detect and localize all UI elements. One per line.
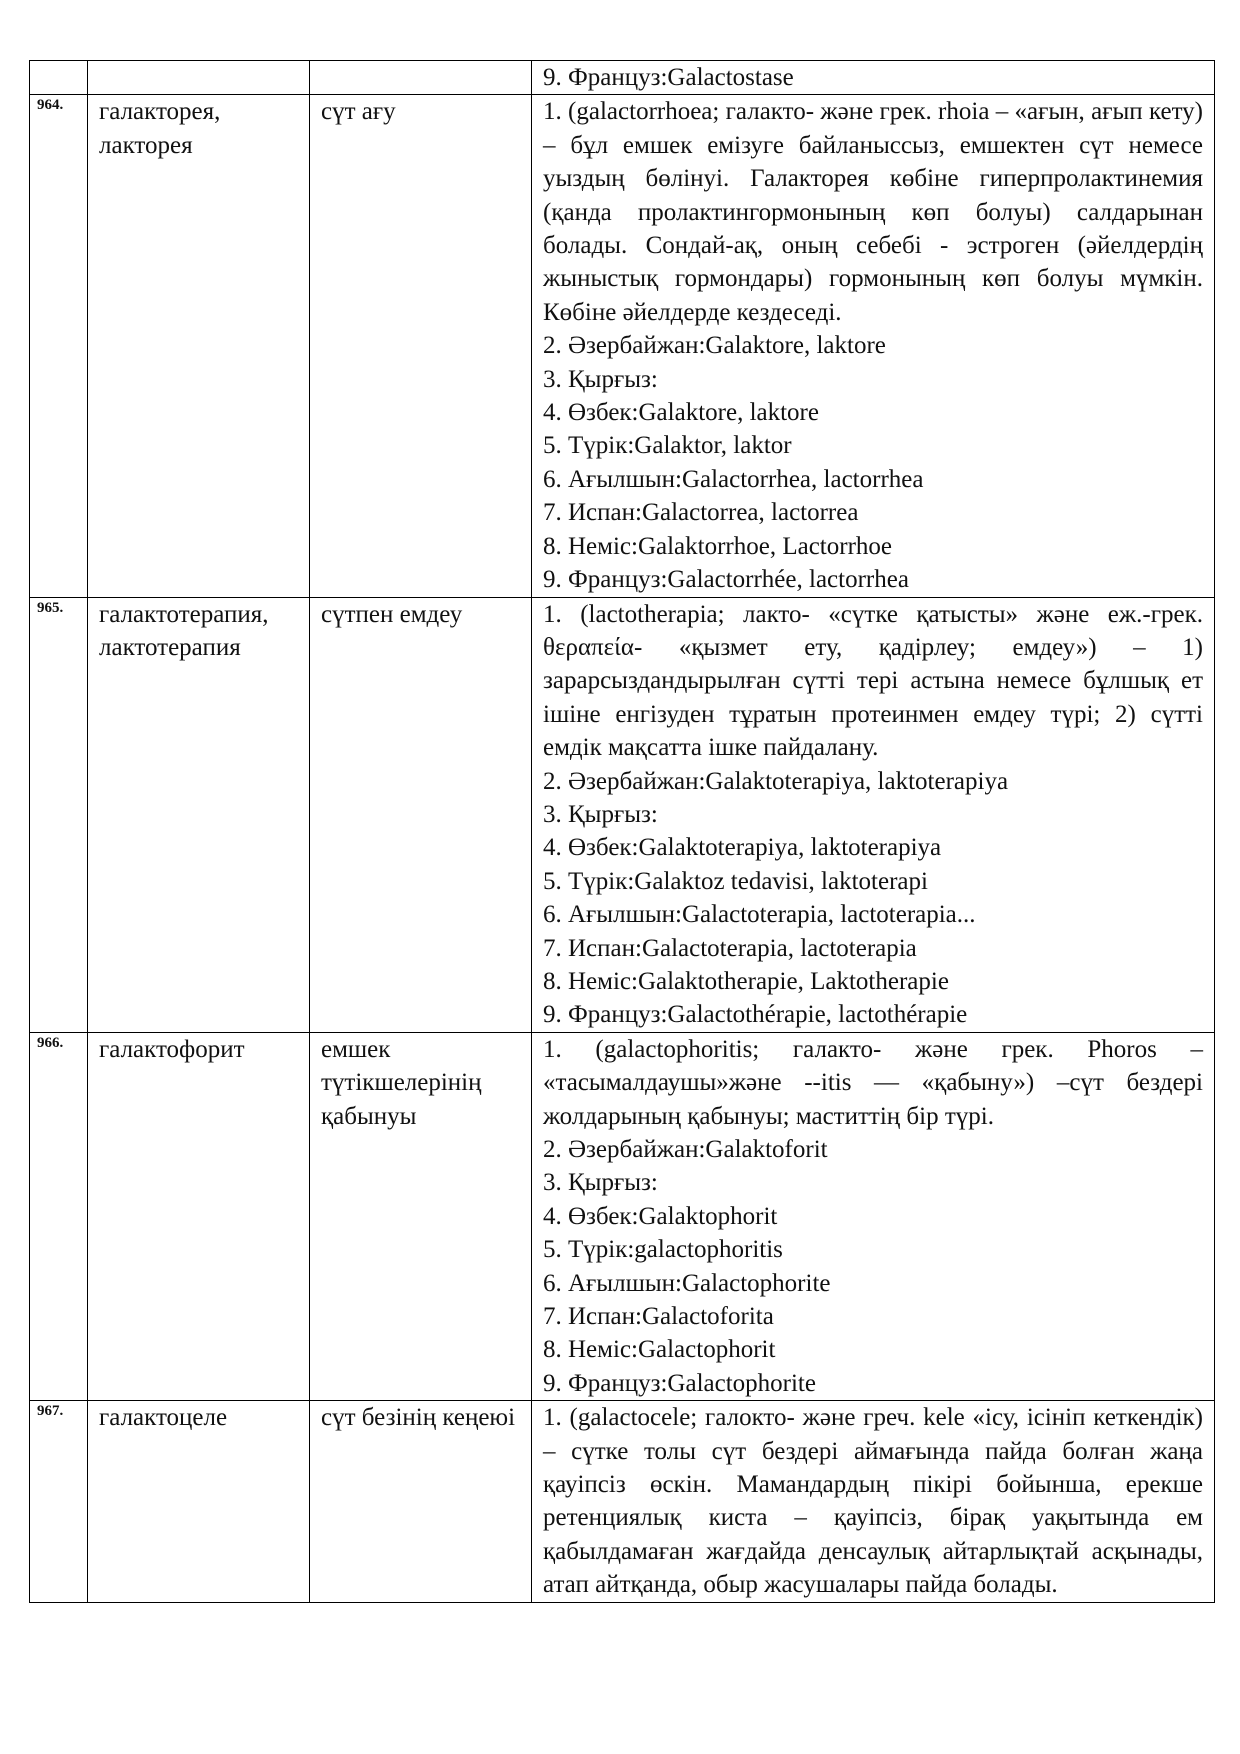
entry-term [88,61,310,95]
entry-number [30,61,88,95]
entry-definition: 1. (lactotherapia; лакто- «сүтке қатысты» және еж.-грек. θεραπεία- «қызмет ету, қадірлеу; емдеу») – 1) зарарсыздандырылған сүтті тері астына немесе бұлшық ет ішіне енгізуден тұратын протеинмен емдеу түрі; 2) сүтті емдік мақсатта ішке пайдалану. [543,600,1203,762]
lang-line: 9. Француз:Galactostase [543,64,794,91]
entry-definition-cell [532,1032,1215,1400]
lang-line: 6. Ағылшын:Galactophorite [543,1269,831,1297]
table-row [30,61,1215,95]
lang-line: 2. Әзербайжан:Galaktore, laktore [543,332,886,360]
entry-translation: емшек түтікшелерінің қабынуы [310,1032,532,1400]
entry-term: галактофорит [88,1032,310,1400]
entry-number: 965. [30,597,88,1032]
lang-line: 5. Түрік:galactophoritis [543,1236,783,1264]
table-row [30,1032,1215,1400]
entry-term: галактоцеле [88,1401,310,1602]
entry-number: 964. [30,95,88,597]
lang-line: 7. Испан:Galactorrea, lactorrea [543,499,859,527]
lang-line: 3. Қырғыз: [543,365,658,393]
entry-term: галакторея, лакторея [88,95,310,597]
entry-definition-cell [532,1401,1215,1602]
lang-line: 2. Әзербайжан:Galaktoterapiya, laktoterapiya [543,767,1009,795]
lang-line: 8. Неміс:Galactophorit [543,1336,776,1364]
lang-line: 9. Француз:Galactophorite [543,1369,816,1397]
lang-line: 5. Түрік:Galaktoz tedavisi, laktoterapi [543,867,928,895]
entry-definition-cell [532,597,1215,1032]
lang-line: 3. Қырғыз: [543,1169,658,1197]
entry-definition: 1. (galactocele; галокто- және греч. kele «ісу, ісініп кеткендік) – сүтке толы сүт бездері аймағында пайда болған жаңа қауіпсіз өскін. Мамандардың пікірі бойынша, ерекше ретенциялық киста – қауіпсіз, бірақ уақытында ем қабылдамаған жағдайда денсаулық айтарлықтай асқынады, атап айтқанда, обыр жасушалары пайда болады. [543,1404,1203,1599]
entry-translation: сүт безінің кеңеюі [310,1401,532,1602]
lang-line: 6. Ағылшын:Galactorrhea, lactorrhea [543,465,924,493]
lang-line: 7. Испан:Galactoterapia, lactoterapia [543,934,917,962]
entry-definition: 1. (galactophoritis; галакто- және грек. Phoros – «тасымалдаушы»және --itis — «қабыну») –сүт бездері жолдарының қабынуы; маститтің бір түрі. [543,1035,1203,1130]
entry-translation [310,61,532,95]
entry-term: галактотерапия, лактотерапия [88,597,310,1032]
lang-line: 9. Француз:Galactothérapie, lactothérapie [543,1001,968,1029]
entry-definition-cell [532,95,1215,597]
lang-line: 3. Қырғыз: [543,800,658,828]
lang-line: 9. Француз:Galactorrhée, lactorrhea [543,566,909,594]
table-row [30,95,1215,597]
entry-number: 967. [30,1401,88,1602]
lang-line: 8. Неміс:Galaktotherapie, Laktotherapie [543,967,949,995]
lang-line: 5. Түрік:Galaktor, laktor [543,432,792,460]
dictionary-table [29,60,1215,1603]
lang-line: 4. Өзбек:Galaktophorit [543,1202,778,1230]
lang-line: 7. Испан:Galactoforita [543,1303,774,1331]
table-row [30,597,1215,1032]
lang-line: 8. Неміс:Galaktorrhoe, Lactorrhoe [543,532,892,560]
entry-definition: 1. (galactorrhoea; галакто- және грек. rhoia – «ағын, ағып кету) – бұл емшек емізуге байланыссыз, емшектен сүт немесе уыздың бөлінуі. Галакторея көбіне гиперпролактинемия (қанда пролактингормонының көп болуы) салдарынан болады. Сондай-ақ, оның себебі - эстроген (әйелдердің жыныстық гормондары) гормонының көп болуы мүмкін. Көбіне әйелдерде кездеседі. [543,98,1203,326]
entry-translation: сүтпен емдеу [310,597,532,1032]
lang-line: 2. Әзербайжан:Galaktoforit [543,1136,828,1163]
entry-translation: сүт ағу [310,95,532,597]
lang-line: 4. Өзбек:Galaktoterapiya, laktoterapiya [543,834,942,862]
lang-line: 4. Өзбек:Galaktore, laktore [543,399,819,427]
lang-line: 6. Ағылшын:Galactoterapia, lactoterapia... [543,901,976,929]
entry-number: 966. [30,1032,88,1400]
table-row [30,1401,1215,1602]
entry-definition-cell [532,61,1215,95]
